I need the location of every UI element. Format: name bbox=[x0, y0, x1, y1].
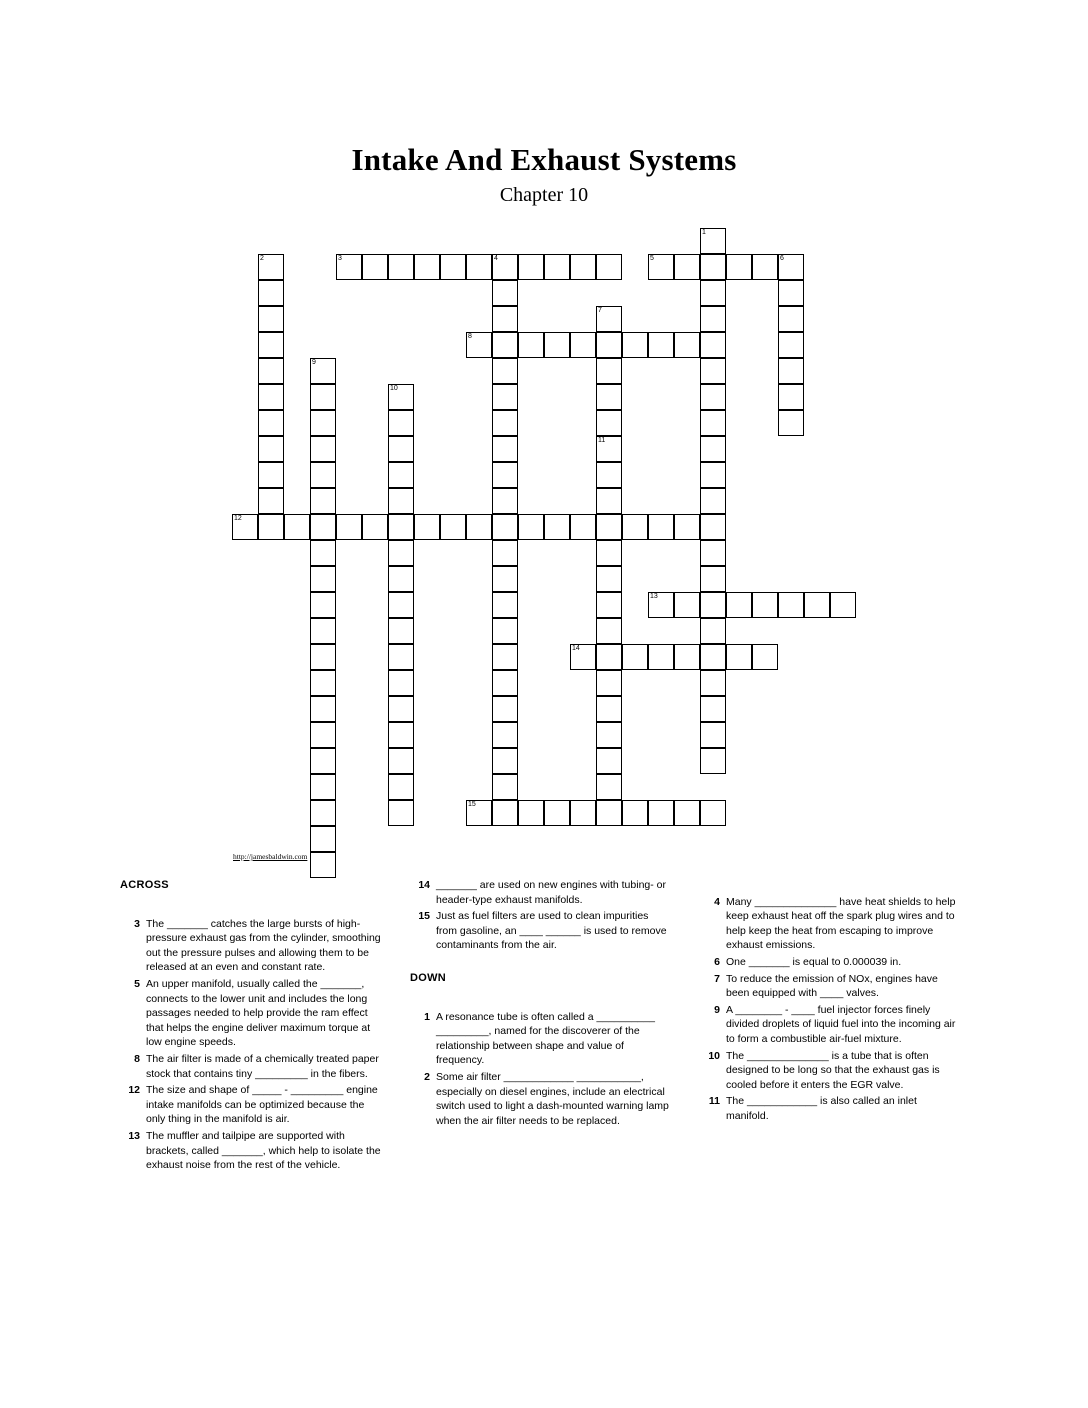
grid-cell[interactable] bbox=[778, 384, 804, 410]
page-title: Intake And Exhaust Systems bbox=[351, 142, 737, 177]
clue-across-15[interactable] bbox=[410, 909, 672, 953]
grid-cell[interactable] bbox=[258, 280, 284, 306]
clue-text: The muffler and tailpipe are supported with brackets, called _______, which help to isolate the exhaust noise from the rest of the vehicle. bbox=[146, 1129, 381, 1172]
clue-text: One _______ is equal to 0.000039 in. bbox=[726, 955, 902, 968]
grid-cell[interactable] bbox=[310, 514, 336, 540]
grid-cell[interactable] bbox=[388, 800, 414, 826]
grid-cell[interactable] bbox=[674, 800, 700, 826]
grid-cell[interactable] bbox=[310, 358, 336, 384]
grid-cell[interactable] bbox=[258, 514, 284, 540]
grid-cell[interactable] bbox=[596, 774, 622, 800]
grid-cell[interactable] bbox=[700, 488, 726, 514]
grid-cell[interactable] bbox=[778, 280, 804, 306]
clue-across-5[interactable] bbox=[120, 977, 382, 1050]
grid-cell[interactable] bbox=[778, 306, 804, 332]
grid-cell[interactable] bbox=[440, 254, 466, 280]
grid-cell[interactable] bbox=[648, 800, 674, 826]
grid-cell[interactable] bbox=[362, 514, 388, 540]
clues-column-1 bbox=[120, 878, 382, 1175]
grid-cell[interactable] bbox=[492, 540, 518, 566]
clue-down-6[interactable] bbox=[700, 955, 962, 970]
grid-cell[interactable] bbox=[466, 332, 492, 358]
clue-text: Just as fuel filters are used to clean impurities from gasoline, an ____ ______ is used to remove contaminants from the air. bbox=[436, 910, 667, 952]
grid-cell-number: 5 bbox=[650, 255, 654, 262]
clue-number: 10 bbox=[708, 1049, 720, 1062]
grid-cell[interactable] bbox=[518, 254, 544, 280]
grid-cell[interactable] bbox=[700, 618, 726, 644]
grid-cell[interactable] bbox=[596, 800, 622, 826]
clue-number: 7 bbox=[714, 972, 720, 985]
grid-cell[interactable] bbox=[492, 670, 518, 696]
grid-cell[interactable] bbox=[778, 254, 804, 280]
grid-cell-number: 10 bbox=[390, 385, 398, 392]
grid-cell-number: 4 bbox=[494, 255, 498, 262]
grid-cell[interactable] bbox=[700, 436, 726, 462]
clue-number: 11 bbox=[708, 1095, 720, 1108]
grid-cell[interactable] bbox=[622, 800, 648, 826]
clue-number: 5 bbox=[134, 977, 140, 990]
grid-cell[interactable] bbox=[648, 332, 674, 358]
grid-cell[interactable] bbox=[310, 618, 336, 644]
clue-text: To reduce the emission of NOx, engines have been equipped with ____ valves. bbox=[726, 972, 938, 1000]
grid-cell[interactable] bbox=[622, 332, 648, 358]
grid-cell[interactable] bbox=[336, 254, 362, 280]
grid-cell[interactable] bbox=[258, 436, 284, 462]
grid-cell-number: 8 bbox=[468, 333, 472, 340]
grid-cell[interactable] bbox=[570, 800, 596, 826]
grid-cell[interactable] bbox=[492, 436, 518, 462]
clue-text: The air filter is made of a chemically treated paper stock that contains tiny _________ in the fibers. bbox=[146, 1052, 379, 1080]
grid-cell-number: 1 bbox=[702, 229, 706, 236]
grid-cell[interactable] bbox=[674, 592, 700, 618]
clue-down-9[interactable] bbox=[700, 1003, 962, 1047]
clue-text: The ______________ is a tube that is often designed to be long so that the exhaust gas is cooled before it enters the EGR valve. bbox=[726, 1049, 940, 1091]
grid-cell[interactable] bbox=[674, 514, 700, 540]
grid-cell[interactable] bbox=[674, 332, 700, 358]
grid-cell[interactable] bbox=[570, 514, 596, 540]
grid-cell[interactable] bbox=[258, 358, 284, 384]
grid-cell-number: 2 bbox=[260, 255, 264, 262]
grid-cell[interactable] bbox=[258, 384, 284, 410]
grid-cell[interactable] bbox=[804, 592, 830, 618]
clue-across-12[interactable] bbox=[120, 1083, 382, 1127]
grid-cell[interactable] bbox=[492, 566, 518, 592]
grid-cell[interactable] bbox=[232, 514, 258, 540]
clue-text: A resonance tube is often called a __________ _________, named for the discoverer of the relationship between shape and value of frequency. bbox=[436, 1010, 655, 1067]
grid-cell-number: 6 bbox=[780, 255, 784, 262]
grid-cell[interactable] bbox=[388, 488, 414, 514]
clue-text: An upper manifold, usually called the _______, connects to the lower unit and includes the long passages needed to help provide the ram effect that helps the engine deliver maximum torque at low engine speeds. bbox=[146, 977, 371, 1049]
grid-cell[interactable] bbox=[648, 514, 674, 540]
grid-cell[interactable] bbox=[648, 254, 674, 280]
grid-cell[interactable] bbox=[596, 566, 622, 592]
grid-cell[interactable] bbox=[492, 488, 518, 514]
grid-cell[interactable] bbox=[752, 644, 778, 670]
grid-cell[interactable] bbox=[674, 644, 700, 670]
grid-cell[interactable] bbox=[726, 254, 752, 280]
grid-cell[interactable] bbox=[570, 332, 596, 358]
grid-cell[interactable] bbox=[440, 514, 466, 540]
clue-down-2-continued bbox=[700, 878, 962, 893]
grid-cell[interactable] bbox=[596, 384, 622, 410]
grid-cell[interactable] bbox=[258, 254, 284, 280]
grid-cell-number: 15 bbox=[468, 801, 476, 808]
grid-cell[interactable] bbox=[544, 254, 570, 280]
grid-cell[interactable] bbox=[700, 332, 726, 358]
grid-cell[interactable] bbox=[700, 670, 726, 696]
grid-cell[interactable] bbox=[466, 800, 492, 826]
grid-cell[interactable] bbox=[492, 800, 518, 826]
grid-cell[interactable] bbox=[700, 306, 726, 332]
grid-cell-number: 12 bbox=[234, 515, 242, 522]
grid-cell[interactable] bbox=[570, 644, 596, 670]
grid-cell[interactable] bbox=[336, 514, 362, 540]
grid-cell[interactable] bbox=[622, 644, 648, 670]
clue-number: 1 bbox=[424, 1010, 430, 1023]
grid-cell[interactable] bbox=[258, 332, 284, 358]
clue-number: 9 bbox=[714, 1003, 720, 1016]
grid-cell[interactable] bbox=[648, 592, 674, 618]
grid-cell[interactable] bbox=[388, 410, 414, 436]
grid-cell[interactable] bbox=[596, 722, 622, 748]
clue-text: _______ are used on new engines with tubing- or header-type exhaust manifolds. bbox=[436, 879, 666, 906]
grid-cell[interactable] bbox=[310, 540, 336, 566]
clue-down-2[interactable] bbox=[410, 1070, 672, 1128]
clue-number: 2 bbox=[424, 1070, 430, 1083]
grid-cell-number: 13 bbox=[650, 593, 658, 600]
grid-cell[interactable] bbox=[284, 514, 310, 540]
grid-cell[interactable] bbox=[596, 306, 622, 332]
clue-across-14[interactable] bbox=[410, 878, 672, 907]
grid-cell[interactable] bbox=[310, 410, 336, 436]
grid-cell[interactable] bbox=[388, 462, 414, 488]
grid-cell[interactable] bbox=[466, 254, 492, 280]
grid-cell[interactable] bbox=[596, 592, 622, 618]
grid-cell[interactable] bbox=[310, 644, 336, 670]
grid-cell[interactable] bbox=[258, 462, 284, 488]
grid-cell[interactable] bbox=[570, 254, 596, 280]
grid-cell[interactable] bbox=[310, 774, 336, 800]
clue-down-7[interactable] bbox=[700, 972, 962, 1001]
grid-cell[interactable] bbox=[596, 748, 622, 774]
grid-cell[interactable] bbox=[388, 592, 414, 618]
grid-cell[interactable] bbox=[700, 722, 726, 748]
grid-cell[interactable] bbox=[700, 800, 726, 826]
grid-cell[interactable] bbox=[596, 358, 622, 384]
grid-cell[interactable] bbox=[310, 696, 336, 722]
grid-cell[interactable] bbox=[310, 722, 336, 748]
clue-number: 13 bbox=[128, 1129, 140, 1142]
grid-cell-number: 7 bbox=[598, 307, 602, 314]
grid-cell[interactable] bbox=[310, 384, 336, 410]
clue-text: A ________ - ____ fuel injector forces finely divided droplets of liquid fuel into the incoming air to form a combustible air-fuel mixture. bbox=[726, 1003, 956, 1045]
clue-text: Some air filter ____________ ___________, especially on diesel engines, include an electrical switch used to light a dash-mounted warning lamp when the air filter needs to be replaced. bbox=[436, 1070, 669, 1127]
grid-cell[interactable] bbox=[544, 332, 570, 358]
clue-number: 14 bbox=[418, 879, 430, 891]
grid-cell[interactable] bbox=[492, 280, 518, 306]
grid-cell[interactable] bbox=[310, 592, 336, 618]
clue-down-10[interactable] bbox=[700, 1049, 962, 1093]
grid-cell[interactable] bbox=[466, 514, 492, 540]
grid-cell[interactable] bbox=[700, 280, 726, 306]
grid-cell[interactable] bbox=[596, 488, 622, 514]
grid-cell[interactable] bbox=[700, 254, 726, 280]
grid-cell[interactable] bbox=[388, 644, 414, 670]
grid-cell[interactable] bbox=[700, 748, 726, 774]
clue-down-4[interactable] bbox=[700, 895, 962, 953]
grid-cell[interactable] bbox=[518, 514, 544, 540]
clue-text: The ____________ is also called an inlet manifold. bbox=[726, 1095, 917, 1122]
source-url[interactable]: http://jamesbaldwin.com bbox=[233, 852, 308, 861]
grid-cell[interactable] bbox=[700, 410, 726, 436]
grid-cell[interactable] bbox=[388, 774, 414, 800]
clue-across-3[interactable] bbox=[120, 917, 382, 975]
clue-number: 6 bbox=[714, 955, 720, 968]
grid-cell[interactable] bbox=[388, 696, 414, 722]
clues-column-3 bbox=[700, 878, 962, 1126]
grid-cell[interactable] bbox=[596, 540, 622, 566]
clue-number: 4 bbox=[714, 895, 720, 908]
clue-number: 3 bbox=[134, 917, 140, 930]
grid-cell[interactable] bbox=[726, 592, 752, 618]
grid-cell[interactable] bbox=[492, 774, 518, 800]
grid-cell[interactable] bbox=[700, 696, 726, 722]
grid-cell[interactable] bbox=[596, 332, 622, 358]
grid-cell[interactable] bbox=[258, 488, 284, 514]
clue-number: 8 bbox=[134, 1052, 140, 1065]
grid-cell[interactable] bbox=[596, 644, 622, 670]
grid-cell[interactable] bbox=[310, 826, 336, 852]
grid-cell[interactable] bbox=[388, 618, 414, 644]
grid-cell-number: 9 bbox=[312, 359, 316, 366]
grid-cell[interactable] bbox=[310, 748, 336, 774]
clue-across-13[interactable] bbox=[120, 1129, 382, 1173]
grid-cell[interactable] bbox=[700, 358, 726, 384]
clue-number: 15 bbox=[418, 910, 430, 923]
grid-cell[interactable] bbox=[518, 800, 544, 826]
grid-cell[interactable] bbox=[752, 254, 778, 280]
grid-cell[interactable] bbox=[778, 358, 804, 384]
clue-down-11[interactable] bbox=[700, 1094, 962, 1123]
grid-cell[interactable] bbox=[700, 462, 726, 488]
grid-cell[interactable] bbox=[414, 254, 440, 280]
grid-cell[interactable] bbox=[492, 358, 518, 384]
grid-cell[interactable] bbox=[310, 488, 336, 514]
grid-cell[interactable] bbox=[492, 696, 518, 722]
grid-cell[interactable] bbox=[310, 436, 336, 462]
grid-cell[interactable] bbox=[596, 436, 622, 462]
grid-cell[interactable] bbox=[778, 332, 804, 358]
grid-cell[interactable] bbox=[596, 670, 622, 696]
grid-cell[interactable] bbox=[778, 592, 804, 618]
grid-cell[interactable] bbox=[544, 800, 570, 826]
grid-cell[interactable] bbox=[388, 436, 414, 462]
grid-cell[interactable] bbox=[700, 384, 726, 410]
down-heading: DOWN bbox=[410, 971, 447, 984]
grid-cell[interactable] bbox=[310, 852, 336, 878]
grid-cell[interactable] bbox=[518, 332, 544, 358]
grid-cell-number: 14 bbox=[572, 645, 580, 652]
clues-section bbox=[0, 878, 1088, 1298]
across-heading: ACROSS bbox=[120, 879, 169, 891]
grid-cell[interactable] bbox=[492, 644, 518, 670]
grid-cell[interactable] bbox=[596, 696, 622, 722]
grid-cell[interactable] bbox=[726, 644, 752, 670]
grid-cell[interactable] bbox=[492, 306, 518, 332]
clue-across-8[interactable] bbox=[120, 1052, 382, 1081]
clues-column-2 bbox=[410, 878, 672, 1130]
clue-text: Many ______________ have heat shields to help keep exhaust heat off the spark plug wires and to help keep the heat from escaping to improve exhaust emissions. bbox=[726, 895, 956, 952]
grid-cell[interactable] bbox=[700, 592, 726, 618]
grid-cell[interactable] bbox=[492, 462, 518, 488]
grid-cell[interactable] bbox=[414, 514, 440, 540]
grid-cell[interactable] bbox=[388, 748, 414, 774]
grid-cell[interactable] bbox=[388, 670, 414, 696]
grid-cell[interactable] bbox=[310, 670, 336, 696]
grid-cell[interactable] bbox=[492, 254, 518, 280]
clue-down-1[interactable] bbox=[410, 1010, 672, 1068]
grid-cell[interactable] bbox=[778, 410, 804, 436]
grid-cell[interactable] bbox=[596, 410, 622, 436]
grid-cell[interactable] bbox=[700, 540, 726, 566]
grid-cell[interactable] bbox=[310, 800, 336, 826]
grid-cell[interactable] bbox=[674, 254, 700, 280]
grid-cell[interactable] bbox=[310, 462, 336, 488]
grid-cell[interactable] bbox=[700, 644, 726, 670]
grid-cell[interactable] bbox=[388, 566, 414, 592]
clue-text: The size and shape of _____ - _________ engine intake manifolds can be optimized because the only thing in the manifold is air. bbox=[146, 1084, 378, 1126]
grid-cell[interactable] bbox=[492, 722, 518, 748]
grid-cell[interactable] bbox=[752, 592, 778, 618]
grid-cell[interactable] bbox=[388, 254, 414, 280]
grid-cell[interactable] bbox=[492, 410, 518, 436]
grid-cell[interactable] bbox=[492, 332, 518, 358]
grid-cell[interactable] bbox=[492, 514, 518, 540]
grid-cell[interactable] bbox=[388, 514, 414, 540]
grid-cell[interactable] bbox=[388, 540, 414, 566]
grid-cell[interactable] bbox=[648, 644, 674, 670]
grid-cell-number: 11 bbox=[598, 437, 606, 444]
grid-cell[interactable] bbox=[492, 384, 518, 410]
grid-cell[interactable] bbox=[622, 514, 648, 540]
grid-cell[interactable] bbox=[388, 384, 414, 410]
grid-cell-number: 3 bbox=[338, 255, 342, 262]
grid-cell[interactable] bbox=[830, 592, 856, 618]
grid-cell[interactable] bbox=[596, 254, 622, 280]
grid-cell[interactable] bbox=[492, 618, 518, 644]
grid-cell[interactable] bbox=[596, 514, 622, 540]
clue-number: 12 bbox=[128, 1084, 140, 1097]
grid-cell[interactable] bbox=[700, 228, 726, 254]
grid-cell[interactable] bbox=[492, 748, 518, 774]
grid-cell[interactable] bbox=[492, 592, 518, 618]
page-subtitle: Chapter 10 bbox=[499, 184, 589, 206]
grid-cell[interactable] bbox=[362, 254, 388, 280]
grid-cell[interactable] bbox=[700, 566, 726, 592]
grid-cell[interactable] bbox=[388, 722, 414, 748]
clue-text: The _______ catches the large bursts of high-pressure exhaust gas from the cylinder, smoothing out the pressure pulses and allowing them to be released at an even and constant rate. bbox=[146, 917, 381, 974]
grid-cell[interactable] bbox=[544, 514, 570, 540]
grid-cell[interactable] bbox=[700, 514, 726, 540]
grid-cell[interactable] bbox=[596, 618, 622, 644]
grid-cell[interactable] bbox=[310, 566, 336, 592]
grid-cell[interactable] bbox=[596, 462, 622, 488]
grid-cell[interactable] bbox=[258, 306, 284, 332]
grid-cell[interactable] bbox=[258, 410, 284, 436]
